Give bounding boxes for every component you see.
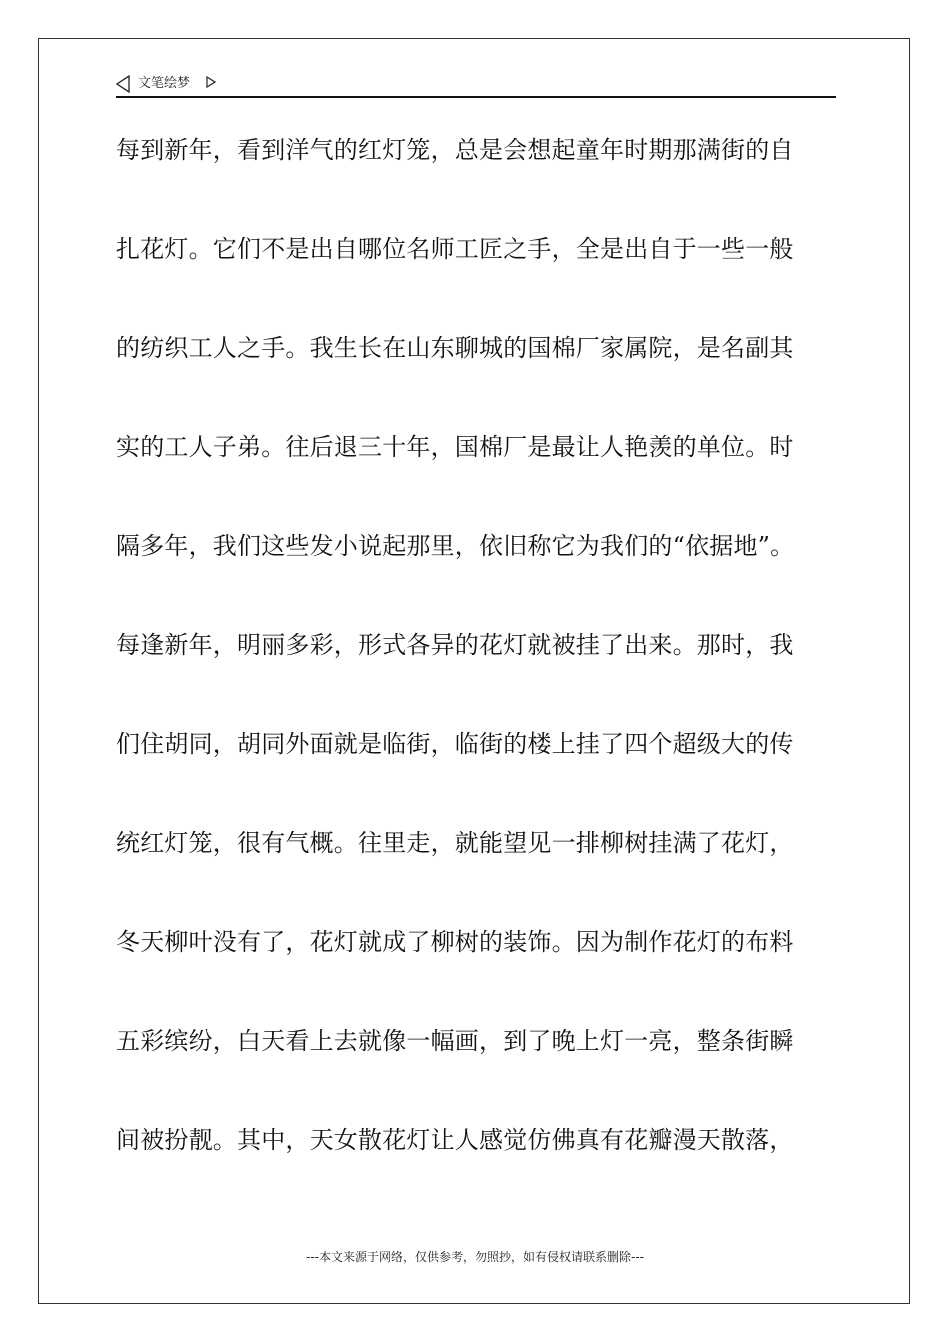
footer-disclaimer: ---本文来源于网络，仅供参考，勿照抄，如有侵权请联系删除---: [306, 1250, 644, 1264]
text-line: 扎花灯。它们不是出自哪位名师工匠之手，全是出自于一些一般: [116, 235, 794, 263]
page-header: [116, 72, 836, 98]
header-title: 文笔绘梦: [138, 76, 191, 91]
text-line: 冬天柳叶没有了，花灯就成了柳树的装饰。因为制作花灯的布料: [116, 928, 794, 956]
text-line: 实的工人子弟。往后退三十年，国棉厂是最让人艳羡的单位。时: [116, 433, 794, 461]
left-triangle-icon: [116, 75, 130, 93]
text-line: 统红灯笼，很有气概。往里走，就能望见一排柳树挂满了花灯，: [116, 829, 794, 857]
body-text: [116, 126, 856, 1215]
text-line: 隔多年，我们这些发小说起那里，依旧称它为我们的“依据地”。: [116, 532, 795, 560]
text-line: 的纺织工人之手。我生长在山东聊城的国棉厂家属院，是名副其: [116, 334, 794, 362]
text-line: 每到新年，看到洋气的红灯笼，总是会想起童年时期那满街的自: [116, 136, 794, 164]
text-line: 们住胡同，胡同外面就是临街，临街的楼上挂了四个超级大的传: [116, 730, 794, 758]
text-line: 五彩缤纷，白天看上去就像一幅画，到了晚上灯一亮，整条街瞬: [116, 1027, 794, 1055]
text-line: 间被扮靓。其中，天女散花灯让人感觉仿佛真有花瓣漫天散落，: [116, 1126, 794, 1154]
right-triangle-icon: [206, 76, 216, 88]
text-line: 每逢新年，明丽多彩，形式各异的花灯就被挂了出来。那时，我: [116, 631, 794, 659]
